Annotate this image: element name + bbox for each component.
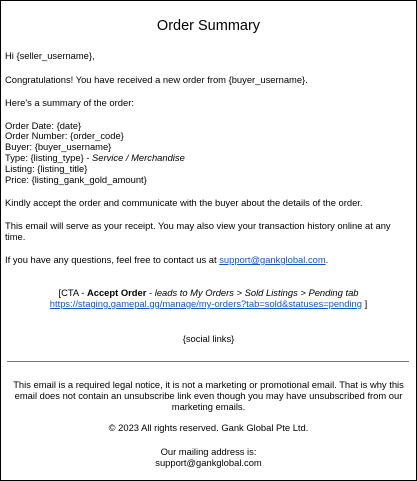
summary-intro: Here's a summary of the order:	[5, 97, 134, 108]
listing-type-label: Type: {listing_type} -	[5, 152, 93, 163]
cta-line	[0, 287, 417, 298]
legal-notice: This email is a required legal notice, it is not a marketing or promotional email. That is why this email does not contain an unsubscribe link even though you may have unsubscribed from our marketing emails.	[13, 379, 404, 412]
price: Price: {listing_gank_gold_amount}	[5, 174, 147, 185]
accept-order-label: Accept Order	[86, 287, 147, 298]
cta-url-line	[0, 298, 417, 309]
congrats-message: Congratulations! You have received a new order from {buyer_username}.	[5, 74, 308, 85]
social-links: {social links}	[182, 333, 235, 344]
copyright: © 2023 All rights reserved. Gank Global Pte Ltd.	[108, 422, 309, 433]
contact-prefix: If you have any questions, feel free to contact us at	[5, 254, 220, 265]
support-email-link[interactable]: support@gankglobal.com	[219, 254, 326, 265]
contact-suffix: .	[325, 254, 329, 265]
cta-dash: -	[146, 287, 155, 298]
order-date: Order Date: {date}	[5, 120, 82, 131]
cta-open: [CTA -	[58, 287, 87, 298]
listing-type-options: Service / Merchandise	[92, 152, 185, 163]
instruction: Kindly accept the order and communicate with the buyer about the details of the order.	[5, 197, 363, 208]
listing-type	[5, 152, 185, 163]
contact-line	[5, 254, 328, 265]
receipt-notice: This email will serve as your receipt. You may also view your transaction history online at any time.	[5, 220, 391, 242]
order-number: Order Number: {order_code}	[5, 130, 124, 141]
mailing-email: support@gankglobal.com	[155, 457, 262, 468]
page-title: Order Summary	[156, 18, 261, 34]
accept-order-link[interactable]: https://staging.gamepal.gg/manage/my-orders?tab=sold&statuses=pending	[49, 298, 362, 309]
greeting: Hi {seller_username},	[5, 50, 95, 61]
cta-close: ]	[361, 298, 368, 309]
divider	[7, 361, 409, 362]
cta-description: leads to My Orders > Sold Listings > Pending tab	[154, 287, 359, 298]
listing-title: Listing: {listing_title}	[5, 163, 88, 174]
buyer: Buyer: {buyer_username}	[5, 141, 112, 152]
mailing-label: Our mailing address is:	[160, 446, 257, 457]
